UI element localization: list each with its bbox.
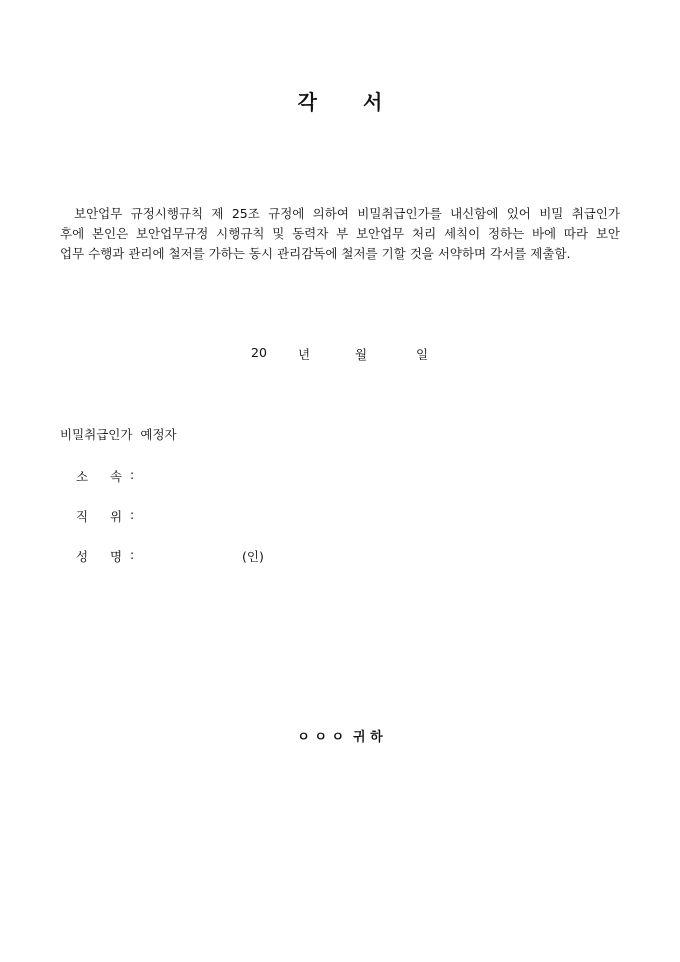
field-position-colon: : xyxy=(130,507,135,522)
field-name-char-1: 성 xyxy=(76,549,89,564)
date-year-label: 년 xyxy=(298,347,311,362)
seal-mark: (인) xyxy=(242,549,264,564)
title-char-2: 서 xyxy=(363,90,383,114)
title-char-1: 각 xyxy=(297,90,317,114)
field-affiliation-char-1: 소 xyxy=(76,469,89,484)
person-label: 비밀취급인가 예정자 xyxy=(60,427,177,442)
document-title xyxy=(0,86,680,115)
addressee: ㅇ ㅇ ㅇ 귀 하 xyxy=(297,730,383,745)
body-line-2: 후에 본인은 보안업무규정 시행규칙 및 동력자 부 보안업무 처리 세칙이 정하는 바에 따라 보안 xyxy=(60,226,620,241)
date-month-label: 월 xyxy=(355,347,368,362)
field-affiliation-char-2: 속 xyxy=(110,469,123,484)
date-day-label: 일 xyxy=(416,347,429,362)
pledge-body xyxy=(60,204,620,264)
body-line-1: 보안업무 규정시행규칙 제 25조 규정에 의하여 비밀취급인가를 내신함에 있어 비밀 취급인가 xyxy=(74,206,620,221)
field-position-char-1: 직 xyxy=(76,509,89,524)
body-line-3: 업무 수행과 관리에 철저를 가하는 동시 관리감독에 철저를 기할 것을 서약하며 각서를 제출함. xyxy=(60,246,571,261)
field-name-colon: : xyxy=(130,547,135,562)
date-year-prefix: 20 xyxy=(251,345,267,360)
field-position-char-2: 위 xyxy=(110,509,123,524)
field-affiliation-colon: : xyxy=(130,467,135,482)
field-name-char-2: 명 xyxy=(110,549,123,564)
